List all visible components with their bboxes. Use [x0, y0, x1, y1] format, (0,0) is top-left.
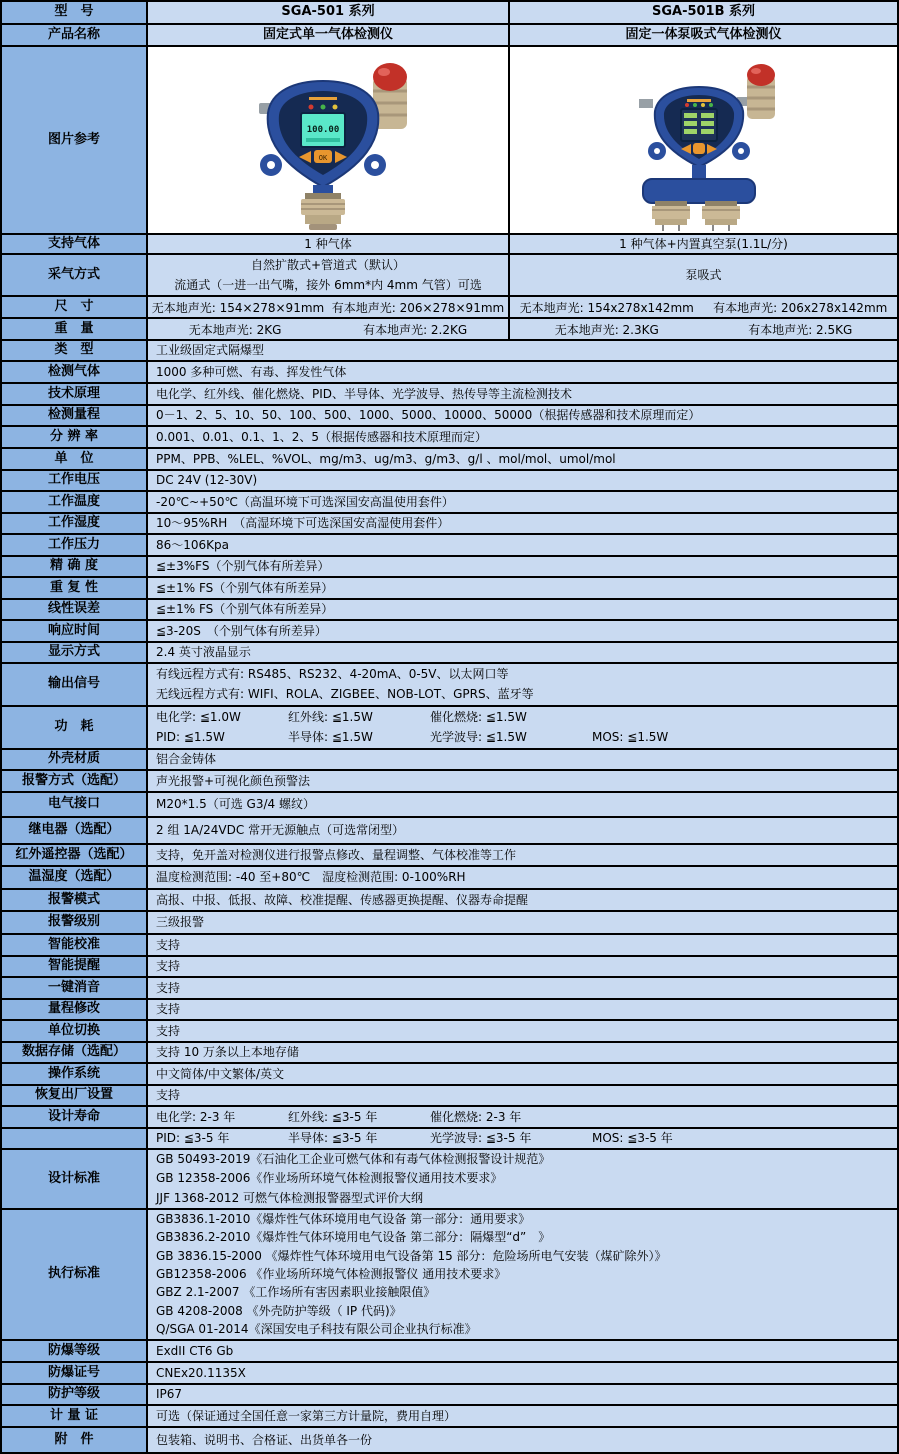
- row-header-unit-switch: 单位切换: [2, 1021, 148, 1041]
- spec-row-metrology-certificate: [2, 1406, 897, 1428]
- spec-row-supported-gas: [2, 235, 897, 255]
- value-cell-smart-reminder: [148, 957, 897, 976]
- spec-row-smart-calibration: [2, 935, 897, 957]
- value-cell-technology: [148, 384, 897, 404]
- cell-line: 1 种气体: [304, 236, 352, 251]
- cell-line: 高报、中报、低报、故障、校准提醒、传感器更换提醒、仪器寿命提醒: [156, 892, 529, 907]
- row-header-operating-system: 操作系统: [2, 1064, 148, 1084]
- row-header-range-modification: 量程修改: [2, 1000, 148, 1019]
- cell-line: GB3836.1-2010《爆炸性气体环境用电气设备 第一部分：通用要求》: [156, 1211, 531, 1226]
- row-header-power-consumption: 功 耗: [2, 707, 148, 748]
- cell-line: 中文简体/中文繁体/英文: [156, 1066, 285, 1081]
- spec-row-unit-switch: [2, 1021, 897, 1043]
- cell-line: GB12358-2006 《作业场所环境气体检测报警仪 通用技术要求》: [156, 1266, 507, 1281]
- gas-sensor: [301, 193, 345, 230]
- cell-line: SGA-501 系列: [281, 4, 375, 20]
- value-cell-temp-humidity-optional: [148, 867, 897, 888]
- value-cell-execution-standards: [148, 1210, 897, 1339]
- row-header-working-humidity: 工作湿度: [2, 514, 148, 533]
- value-cell-data-storage-optional: [148, 1043, 897, 1062]
- value-cell-resolution: [148, 427, 897, 447]
- row-header-range: 检测量程: [2, 406, 148, 425]
- spec-row-working-voltage: [2, 471, 897, 492]
- row-header-linearity-error: 线性误差: [2, 600, 148, 619]
- value-cell-smart-calibration: [148, 935, 897, 955]
- value-cell-operating-system: [148, 1064, 897, 1084]
- spec-row-range-modification: [2, 1000, 897, 1021]
- spec-row-protection-grade: [2, 1385, 897, 1406]
- row-header-design-standards: 设计标准: [2, 1150, 148, 1208]
- value-cell-supported-gas-sga501: [148, 235, 510, 253]
- cell-line: GB 3836.15-2000 《爆炸性气体环境用电气设备第 15 部分：危险场所电气安装（煤矿除外）》: [156, 1248, 667, 1263]
- cell-line: 支持: [156, 937, 181, 952]
- spec-row-execution-standards: [2, 1210, 897, 1341]
- value-cell-response-time: [148, 621, 897, 641]
- cell-line: 支持: [156, 1088, 181, 1102]
- cell-line: 固定式单一气体检测仪: [262, 26, 393, 42]
- spec-row-resolution: [2, 427, 897, 449]
- cell-line: ≦±1% FS（个别气体有所差异）: [156, 602, 334, 616]
- spec-row-factory-reset: [2, 1086, 897, 1107]
- cell-line: 铝合金铸体: [156, 752, 217, 766]
- cell-line: 支持: [156, 1023, 181, 1038]
- value-cell-linearity-error: [148, 600, 897, 619]
- cell-line: ExdII CT6 Gb: [156, 1343, 234, 1358]
- value-cell-sampling-method-sga501: [148, 255, 510, 295]
- cell-line: 1000 多种可燃、有毒、挥发性气体: [156, 364, 347, 379]
- spec-row-relay-optional: [2, 818, 897, 845]
- value-cell-protection-grade: [148, 1385, 897, 1404]
- cell-line: 自然扩散式+管道式（默认）: [250, 257, 406, 272]
- spec-row-ir-remote-optional: [2, 845, 897, 867]
- cell-line: GBZ 2.1-2007 《工作场所有害因素职业接触限值》: [156, 1285, 436, 1300]
- spec-row-design-life-2: [2, 1129, 897, 1150]
- row-header-execution-standards: 执行标准: [2, 1210, 148, 1339]
- brand-strip: [309, 97, 337, 100]
- cell-text: 有本地声光: 206x278x142mm: [713, 300, 888, 315]
- row-header-temp-humidity-optional: 温湿度（选配）: [2, 867, 148, 888]
- value-cell-units: [148, 449, 897, 469]
- cell-segment: 红外线: ≦3-5 年: [288, 1109, 378, 1124]
- cell-line: 支持: [156, 1002, 181, 1016]
- cell-line: 电化学、红外线、催化燃烧、PID、半导体、光学波导、热传导等主流检测技术: [156, 386, 573, 401]
- value-cell-weight-sga501b: [510, 319, 897, 339]
- cell-text: 有本地声光: 2.2KG: [363, 322, 468, 337]
- spec-row-data-storage-optional: [2, 1043, 897, 1064]
- cell-text: 无本地声光: 2KG: [188, 322, 282, 337]
- value-cell-design-standards: [148, 1150, 897, 1208]
- row-header-explosion-proof-grade: 防爆等级: [2, 1341, 148, 1361]
- row-header-technology: 技术原理: [2, 384, 148, 404]
- spec-row-housing-material: [2, 750, 897, 771]
- spec-row-alarm-level: [2, 912, 897, 935]
- spec-row-accessories: [2, 1428, 897, 1452]
- value-cell-unit-switch: [148, 1021, 897, 1041]
- value-cell-housing-material: [148, 750, 897, 769]
- spec-row-design-standards: [2, 1150, 897, 1210]
- lcd-screen: [681, 109, 717, 141]
- spec-row-model: [2, 2, 897, 25]
- cell-line: 有线远程方式有: RS485、RS232、4-20mA、0-5V、以太网口等: [156, 666, 509, 681]
- row-header-response-time: 响应时间: [2, 621, 148, 641]
- spec-row-display-mode: [2, 643, 897, 664]
- row-header-design-life: 设计寿命: [2, 1107, 148, 1127]
- row-header-protection-grade: 防护等级: [2, 1385, 148, 1404]
- spec-row-working-pressure: [2, 535, 897, 557]
- value-cell-working-pressure: [148, 535, 897, 555]
- spec-row-operating-system: [2, 1064, 897, 1086]
- value-cell-weight-sga501: [148, 319, 510, 339]
- cell-line: 支持: [156, 980, 181, 995]
- row-header-working-voltage: 工作电压: [2, 471, 148, 490]
- spec-row-sampling-method: [2, 255, 897, 297]
- cell-line: 10～95%RH （高湿环境下可选深国安高湿使用套件）: [156, 516, 450, 530]
- cell-text: 无本地声光: 2.3KG: [554, 322, 659, 337]
- cell-line: 0－1、2、5、10、50、100、500、1000、5000、10000、50000（根据传感器和技术原理而定）: [156, 408, 701, 422]
- value-cell-metrology-certificate: [148, 1406, 897, 1426]
- cell-line: 固定一体泵吸式气体检测仪: [625, 26, 782, 42]
- row-header-electrical-interface: 电气接口: [2, 793, 148, 816]
- cell-segment: 光学波导: ≦1.5W: [430, 730, 527, 745]
- pump-base: [643, 179, 755, 203]
- cell-segment: 红外线: ≦1.5W: [288, 709, 373, 724]
- cell-line: ≦±1% FS（个别气体有所差异）: [156, 580, 334, 595]
- spec-row-explosion-proof-grade: [2, 1341, 897, 1363]
- cell-line: IP67: [156, 1387, 183, 1401]
- svg-text:OK: OK: [318, 154, 328, 162]
- cell-line: [156, 730, 897, 745]
- row-header-alarm-method-optional: 报警方式（选配）: [2, 771, 148, 791]
- cell-line: GB 12358-2006《作业场所环境气体检测报警仪通用技术要求》: [156, 1171, 503, 1186]
- row-header-smart-calibration: 智能校准: [2, 935, 148, 955]
- cell-line: Q/SGA 01-2014《深国安电子科技有限公司企业执行标准》: [156, 1322, 477, 1337]
- cell-line: 声光报警+可视化颜色预警法: [156, 773, 311, 788]
- cell-line: JJF 1368-2012 可燃气体检测报警器型式评价大纲: [156, 1190, 424, 1205]
- cell-line: ≦3-20S （个别气体有所差异）: [156, 623, 327, 638]
- device-image-sga501: [223, 47, 433, 231]
- cell-line: 工业级固定式隔爆型: [156, 343, 265, 357]
- value-cell-factory-reset: [148, 1086, 897, 1105]
- mount-nub: [639, 99, 653, 108]
- value-cell-image-reference-sga501b: [510, 47, 897, 233]
- row-header-relay-optional: 继电器（选配）: [2, 818, 148, 843]
- cell-segment: MOS: ≦1.5W: [592, 730, 669, 745]
- spec-row-design-life: [2, 1107, 897, 1129]
- value-cell-power-consumption: [148, 707, 897, 748]
- row-header-weight: 重 量: [2, 319, 148, 339]
- cell-line: [156, 1110, 897, 1125]
- cell-line: 支持: [156, 959, 181, 973]
- value-cell-product-name-sga501: [148, 25, 510, 45]
- row-header-one-key-mute: 一键消音: [2, 978, 148, 998]
- row-header-model: 型 号: [2, 2, 148, 23]
- cell-text: 无本地声光: 154×278×91mm: [151, 300, 325, 315]
- cell-line: 0.001、0.01、0.1、1、2、5（根据传感器和技术原理而定）: [156, 429, 488, 444]
- row-header-units: 单 位: [2, 449, 148, 469]
- value-cell-product-name-sga501b: [510, 25, 897, 45]
- spec-row-accuracy: [2, 557, 897, 578]
- row-header-sampling-method: 采气方式: [2, 255, 148, 295]
- value-cell-electrical-interface: [148, 793, 897, 816]
- value-cell-display-mode: [148, 643, 897, 662]
- spec-row-dimensions: [2, 297, 897, 319]
- row-header-alarm-mode: 报警模式: [2, 890, 148, 910]
- spec-row-product-name: [2, 25, 897, 47]
- value-cell-range-modification: [148, 1000, 897, 1019]
- value-cell-one-key-mute: [148, 978, 897, 998]
- cell-line: M20*1.5（可选 G3/4 螺纹）: [156, 797, 315, 811]
- spec-row-working-temperature: [2, 492, 897, 514]
- spec-row-response-time: [2, 621, 897, 643]
- alarm-led: [309, 105, 314, 110]
- cell-segment: PID: ≦1.5W: [156, 730, 225, 745]
- cell-segment: PID: ≦3-5 年: [156, 1131, 230, 1145]
- value-cell-range: [148, 406, 897, 425]
- cell-segment: 光学波导: ≦3-5 年: [430, 1131, 532, 1145]
- spec-row-temp-humidity-optional: [2, 867, 897, 890]
- value-cell-alarm-level: [148, 912, 897, 933]
- cell-line: 无线远程方式有: WIFI、ROLA、ZIGBEE、NOB-LOT、GPRS、蓝牙等: [156, 687, 534, 702]
- cell-segment: 催化燃烧: 2-3 年: [430, 1109, 522, 1124]
- value-cell-alarm-method-optional: [148, 771, 897, 791]
- row-header-display-mode: 显示方式: [2, 643, 148, 662]
- row-header-working-pressure: 工作压力: [2, 535, 148, 555]
- row-header-repeatability: 重 复 性: [2, 578, 148, 598]
- cell-line: GB 50493-2019《石油化工企业可燃气体和有毒气体检测报警设计规范》: [156, 1152, 551, 1167]
- spec-row-technology: [2, 384, 897, 406]
- spec-row-power-consumption: [2, 707, 897, 750]
- row-header-resolution: 分 辨 率: [2, 427, 148, 447]
- row-header-image-reference: 图片参考: [2, 47, 148, 233]
- spec-row-one-key-mute: [2, 978, 897, 1000]
- cell-line: PPM、PPB、%LEL、%VOL、mg/m3、ug/m3、g/m3、g/l 、mol/mol、umol/mol: [156, 451, 616, 466]
- cell-line: 三级报警: [156, 915, 205, 929]
- cell-line: 2 组 1A/24VDC 常开无源触点（可选常闭型）: [156, 823, 405, 837]
- cell-line: ≦±3%FS（个别气体有所差异）: [156, 559, 330, 573]
- cell-line: 流通式（一进一出气嘴，接外 6mm*内 4mm 气管）可选: [174, 277, 482, 292]
- value-cell-dimensions-sga501: [148, 297, 510, 317]
- cell-line: DC 24V (12-30V): [156, 473, 258, 487]
- spec-row-image-reference: [2, 47, 897, 235]
- cell-line: 86～106Kpa: [156, 537, 230, 552]
- cell-line: 包装箱、说明书、合格证、出货单各一份: [156, 1432, 373, 1447]
- spec-row-alarm-method-optional: [2, 771, 897, 793]
- cell-segment: MOS: ≦3-5 年: [592, 1131, 673, 1145]
- spec-row-explosion-proof-certificate: [2, 1363, 897, 1385]
- cell-line: 泵吸式: [685, 267, 722, 282]
- spec-row-weight: [2, 319, 897, 341]
- cell-line: [156, 710, 897, 725]
- value-cell-working-voltage: [148, 471, 897, 490]
- cell-line: [156, 1131, 897, 1146]
- row-header-metrology-certificate: 计 量 证: [2, 1406, 148, 1426]
- spec-row-working-humidity: [2, 514, 897, 535]
- value-cell-type: [148, 341, 897, 360]
- cell-line: 温度检测范围: -40 至+80℃ 湿度检测范围: 0-100%RH: [156, 870, 466, 884]
- row-header-detected-gases: 检测气体: [2, 362, 148, 382]
- value-cell-explosion-proof-grade: [148, 1341, 897, 1361]
- brand-strip: [687, 99, 711, 102]
- row-header-smart-reminder: 智能提醒: [2, 957, 148, 976]
- value-cell-sampling-method-sga501b: [510, 255, 897, 295]
- row-header-factory-reset: 恢复出厂设置: [2, 1086, 148, 1105]
- value-cell-explosion-proof-certificate: [148, 1363, 897, 1383]
- row-header-accuracy: 精 确 度: [2, 557, 148, 576]
- cell-segment: 电化学: 2-3 年: [156, 1109, 236, 1124]
- value-cell-dimensions-sga501b: [510, 297, 897, 317]
- cell-line: 可选（保证通过全国任意一家第三方计量院，费用自理）: [156, 1408, 457, 1423]
- value-cell-relay-optional: [148, 818, 897, 843]
- value-cell-accessories: [148, 1428, 897, 1452]
- spec-row-output-signal: [2, 664, 897, 707]
- cell-line: 支持，免开盖对检测仪进行报警点修改、量程调整、气体校准等工作: [156, 847, 517, 862]
- row-header-housing-material: 外壳材质: [2, 750, 148, 769]
- value-cell-detected-gases: [148, 362, 897, 382]
- row-header-output-signal: 输出信号: [2, 664, 148, 705]
- spec-row-type: [2, 341, 897, 362]
- spec-row-alarm-mode: [2, 890, 897, 912]
- power-led: [321, 105, 326, 110]
- spec-row-electrical-interface: [2, 793, 897, 818]
- value-cell-working-humidity: [148, 514, 897, 533]
- cell-segment: 电化学: ≦1.0W: [156, 709, 241, 724]
- row-header-type: 类 型: [2, 341, 148, 360]
- value-cell-supported-gas-sga501b: [510, 235, 897, 253]
- value-cell-design-life-2: [148, 1129, 897, 1148]
- row-header-dimensions: 尺 寸: [2, 297, 148, 317]
- cell-text: 有本地声光: 206×278×91mm: [331, 300, 505, 315]
- cell-line: 支持 10 万条以上本地存储: [156, 1045, 299, 1059]
- cell-line: -20℃~+50℃（高温环境下可选深国安高温使用套件）: [156, 494, 454, 509]
- value-cell-output-signal: [148, 664, 897, 705]
- cell-line: SGA-501B 系列: [651, 4, 756, 20]
- row-header-accessories: 附 件: [2, 1428, 148, 1452]
- spec-row-units: [2, 449, 897, 471]
- cell-segment: 半导体: ≦3-5 年: [288, 1131, 378, 1145]
- cell-line: GB3836.2-2010《爆炸性气体环境用电气设备 第二部分：隔爆型“d” 》: [156, 1230, 551, 1245]
- value-cell-model-sga501b: [510, 2, 897, 23]
- cell-line: CNEx20.1135X: [156, 1365, 246, 1380]
- value-cell-model-sga501: [148, 2, 510, 23]
- row-header-alarm-level: 报警级别: [2, 912, 148, 933]
- gas-sensor-right: [702, 201, 740, 231]
- value-cell-repeatability: [148, 578, 897, 598]
- value-cell-design-life: [148, 1107, 897, 1127]
- cell-line: 2.4 英寸液晶显示: [156, 645, 251, 659]
- cell-text: 无本地声光: 154x278x142mm: [519, 300, 694, 315]
- alarm-beacon-icon: [747, 64, 775, 119]
- value-cell-alarm-mode: [148, 890, 897, 910]
- cell-segment: 半导体: ≦1.5W: [288, 730, 373, 745]
- value-cell-accuracy: [148, 557, 897, 576]
- row-header-explosion-proof-certificate: 防爆证号: [2, 1363, 148, 1383]
- cell-text: 有本地声光: 2.5KG: [748, 322, 853, 337]
- spec-row-repeatability: [2, 578, 897, 600]
- row-header-product-name: 产品名称: [2, 25, 148, 45]
- value-cell-ir-remote-optional: [148, 845, 897, 865]
- cell-line: 1 种气体+内置真空泵(1.1L/分): [619, 236, 788, 251]
- spec-row-range: [2, 406, 897, 427]
- cell-segment: 催化燃烧: ≦1.5W: [430, 709, 527, 724]
- device-image-sga501b: [599, 47, 809, 231]
- row-header-working-temperature: 工作温度: [2, 492, 148, 512]
- row-header-design-life-2: [2, 1129, 148, 1148]
- row-header-ir-remote-optional: 红外遥控器（选配）: [2, 845, 148, 865]
- value-cell-working-temperature: [148, 492, 897, 512]
- row-header-data-storage-optional: 数据存储（选配）: [2, 1043, 148, 1062]
- spec-row-detected-gases: [2, 362, 897, 384]
- spec-row-linearity-error: [2, 600, 897, 621]
- cell-line: GB 4208-2008 《外壳防护等级（ IP 代码)》: [156, 1303, 402, 1318]
- gas-sensor-left: [652, 201, 690, 231]
- screen-reading: 100.00: [306, 125, 340, 135]
- fault-led: [333, 105, 338, 110]
- value-cell-image-reference-sga501: [148, 47, 510, 233]
- spec-row-smart-reminder: [2, 957, 897, 978]
- row-header-supported-gas: 支持气体: [2, 235, 148, 253]
